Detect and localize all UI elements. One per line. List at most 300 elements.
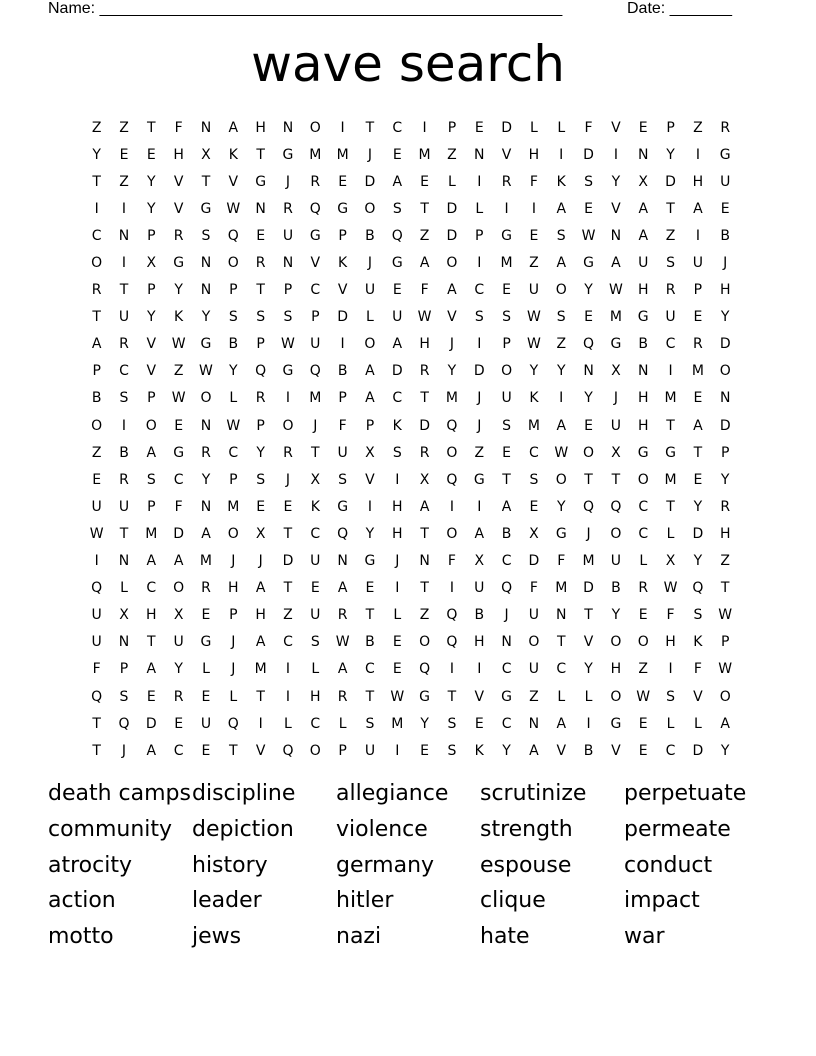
- grid-letter: T: [584, 471, 593, 488]
- grid-letter: B: [474, 607, 485, 624]
- grid-letter: S: [228, 309, 238, 326]
- grid-letter: B: [365, 227, 375, 244]
- grid-letter: U: [364, 742, 376, 759]
- grid-letter: C: [228, 444, 239, 461]
- grid-letter: I: [395, 580, 400, 597]
- grid-letter: T: [666, 200, 675, 217]
- grid-letter: U: [528, 661, 540, 678]
- grid-letter: N: [337, 553, 348, 570]
- grid-letter: N: [200, 417, 212, 434]
- grid-letter: L: [366, 309, 374, 326]
- grid-letter: E: [638, 742, 648, 759]
- grid-letter: I: [285, 390, 291, 407]
- grid-letter: W: [718, 661, 733, 678]
- date-field-label: Date: _______: [627, 0, 732, 17]
- grid-letter: G: [610, 715, 622, 732]
- grid-letter: M: [582, 553, 595, 570]
- grid-row: [83, 602, 739, 629]
- grid-letter: K: [556, 173, 566, 190]
- grid-letter: E: [584, 417, 593, 434]
- grid-letter: S: [556, 309, 566, 326]
- grid-row: [83, 249, 739, 276]
- grid-letter: T: [92, 173, 101, 190]
- grid-letter: C: [665, 742, 676, 759]
- word-list-item: community: [48, 816, 173, 842]
- grid-letter: P: [147, 227, 156, 244]
- grid-letter: Q: [501, 580, 513, 597]
- grid-letter: C: [173, 742, 184, 759]
- grid-letter: S: [392, 444, 402, 461]
- grid-letter: V: [693, 688, 703, 705]
- grid-letter: V: [365, 471, 375, 488]
- grid-letter: G: [282, 146, 294, 163]
- grid-letter: C: [474, 282, 485, 299]
- grid-row: [83, 439, 739, 466]
- word-list-item: action: [48, 888, 116, 914]
- grid-letter: H: [637, 417, 649, 434]
- grid-letter: B: [583, 742, 594, 759]
- grid-letter: L: [284, 715, 292, 732]
- grid-letter: A: [146, 742, 157, 759]
- grid-letter: Y: [174, 661, 183, 678]
- grid-letter: C: [310, 715, 321, 732]
- grid-letter: L: [311, 661, 320, 678]
- grid-letter: Z: [283, 607, 293, 624]
- grid-letter: U: [91, 607, 102, 624]
- grid-letter: O: [610, 634, 622, 651]
- grid-letter: O: [145, 417, 157, 434]
- grid-letter: J: [231, 553, 236, 570]
- grid-letter: U: [173, 634, 184, 651]
- grid-letter: Y: [201, 471, 211, 488]
- grid-letter: I: [695, 146, 700, 163]
- grid-letter: H: [392, 498, 403, 515]
- grid-letter: A: [556, 715, 567, 732]
- grid-letter: N: [118, 227, 130, 244]
- grid-letter: W: [335, 634, 350, 651]
- grid-letter: E: [174, 715, 184, 732]
- word-list-item: allegiance: [336, 781, 449, 806]
- grid-letter: N: [255, 200, 266, 217]
- grid-letter: T: [119, 525, 129, 542]
- grid-letter: W: [554, 444, 569, 461]
- grid-letter: V: [146, 336, 157, 353]
- grid-letter: G: [200, 634, 212, 651]
- grid-letter: E: [201, 688, 211, 705]
- grid-letter: A: [419, 255, 430, 272]
- grid-letter: N: [200, 498, 212, 515]
- grid-letter: R: [173, 227, 184, 244]
- grid-letter: P: [338, 227, 347, 244]
- grid-letter: K: [474, 742, 484, 759]
- grid-letter: U: [310, 553, 321, 570]
- grid-letter: J: [395, 553, 400, 570]
- grid-letter: V: [501, 146, 512, 163]
- grid-letter: H: [173, 146, 184, 163]
- grid-letter: X: [665, 553, 676, 570]
- grid-letter: L: [229, 390, 238, 407]
- grid-letter: C: [283, 634, 293, 651]
- grid-letter: V: [228, 173, 239, 190]
- grid-letter: G: [364, 553, 376, 570]
- grid-letter: S: [310, 634, 320, 651]
- grid-letter: V: [611, 742, 621, 759]
- grid-letter: X: [255, 525, 266, 542]
- grid-letter: J: [285, 173, 291, 190]
- grid-letter: O: [282, 417, 294, 434]
- grid-letter: L: [475, 200, 484, 217]
- grid-letter: T: [584, 607, 593, 624]
- grid-letter: V: [255, 742, 266, 759]
- grid-letter: U: [528, 607, 540, 624]
- grid-letter: A: [255, 634, 266, 651]
- grid-letter: Y: [556, 363, 566, 380]
- grid-letter: R: [201, 580, 211, 597]
- grid-letter: V: [173, 173, 184, 190]
- word-list-item: germany: [336, 852, 435, 878]
- word-list: [48, 778, 768, 957]
- grid-letter: D: [501, 119, 512, 136]
- word-list-item: atrocity: [48, 852, 132, 878]
- grid-letter: Y: [147, 173, 156, 190]
- grid-letter: I: [285, 661, 291, 678]
- grid-letter: T: [229, 742, 238, 759]
- grid-letter: S: [146, 471, 156, 488]
- grid-letter: D: [364, 173, 376, 190]
- word-list-item: nazi: [336, 924, 382, 949]
- grid-letter: E: [638, 119, 648, 136]
- grid-letter: Z: [419, 227, 430, 244]
- grid-letter: E: [529, 227, 539, 244]
- grid-letter: S: [529, 471, 539, 488]
- grid-letter: N: [200, 255, 212, 272]
- grid-letter: A: [365, 390, 375, 407]
- grid-letter: U: [282, 227, 294, 244]
- grid-letter: T: [92, 715, 101, 732]
- grid-letter: E: [392, 661, 402, 678]
- grid-letter: E: [693, 390, 703, 407]
- grid-letter: Y: [365, 525, 375, 542]
- grid-letter: P: [475, 227, 484, 244]
- grid-letter: F: [584, 119, 593, 136]
- grid-letter: I: [613, 146, 618, 163]
- grid-letter: B: [611, 580, 621, 597]
- grid-letter: Y: [147, 309, 156, 326]
- grid-letter: C: [501, 553, 512, 570]
- grid-letter: X: [201, 146, 211, 163]
- grid-letter: E: [584, 309, 593, 326]
- grid-letter: J: [449, 336, 454, 353]
- grid-letter: P: [338, 742, 347, 759]
- grid-letter: R: [501, 173, 512, 190]
- grid-letter: E: [584, 200, 593, 217]
- grid-letter: U: [118, 498, 130, 515]
- grid-letter: Z: [693, 119, 703, 136]
- word-list-item: permeate: [624, 816, 731, 842]
- grid-letter: Z: [119, 173, 129, 190]
- page-title: wave search: [251, 35, 565, 93]
- word-list-item: hitler: [336, 888, 394, 914]
- grid-letter: E: [310, 580, 320, 597]
- word-list-item: perpetuate: [624, 781, 747, 806]
- grid-letter: W: [199, 363, 213, 380]
- grid-letter: U: [200, 715, 212, 732]
- grid-letter: X: [529, 525, 539, 542]
- grid-letter: M: [254, 661, 267, 678]
- grid-letter: R: [310, 173, 321, 190]
- grid-letter: R: [119, 336, 129, 353]
- grid-letter: R: [720, 498, 731, 515]
- grid-letter: G: [637, 309, 649, 326]
- grid-letter: Y: [556, 498, 566, 515]
- grid-row: [83, 520, 739, 547]
- grid-letter: L: [557, 688, 566, 705]
- grid-letter: C: [556, 661, 567, 678]
- grid-letter: C: [310, 282, 321, 299]
- grid-letter: T: [365, 688, 375, 705]
- grid-letter: H: [255, 119, 266, 136]
- grid-letter: V: [583, 634, 594, 651]
- grid-letter: W: [663, 580, 678, 597]
- grid-letter: Q: [309, 363, 321, 380]
- grid-letter: V: [611, 119, 621, 136]
- grid-letter: C: [173, 471, 184, 488]
- grid-letter: O: [719, 688, 731, 705]
- grid-letter: T: [666, 417, 675, 434]
- grid-letter: E: [474, 119, 484, 136]
- grid-letter: P: [447, 119, 457, 136]
- grid-letter: A: [419, 498, 430, 515]
- grid-letter: X: [310, 471, 321, 488]
- grid-letter: R: [173, 688, 184, 705]
- grid-letter: W: [417, 309, 432, 326]
- word-list-item: discipline: [192, 781, 296, 806]
- grid-letter: D: [583, 146, 594, 163]
- grid-letter: Z: [419, 607, 430, 624]
- grid-letter: E: [720, 200, 730, 217]
- grid-letter: A: [201, 525, 211, 542]
- grid-letter: Y: [611, 607, 621, 624]
- grid-letter: Y: [256, 444, 265, 461]
- grid-letter: C: [638, 498, 649, 515]
- grid-letter: V: [337, 282, 348, 299]
- grid-letter: M: [391, 715, 404, 732]
- grid-letter: O: [555, 282, 567, 299]
- grid-letter: F: [420, 282, 429, 299]
- grid-letter: M: [664, 471, 677, 488]
- grid-letter: P: [502, 336, 511, 353]
- grid-letter: E: [420, 742, 430, 759]
- grid-letter: Y: [693, 553, 703, 570]
- grid-letter: C: [91, 227, 102, 244]
- grid-letter: O: [91, 417, 103, 434]
- grid-letter: U: [610, 553, 622, 570]
- grid-letter: P: [693, 282, 703, 299]
- grid-letter: S: [447, 715, 457, 732]
- grid-letter: M: [145, 525, 158, 542]
- grid-letter: Q: [309, 200, 321, 217]
- grid-letter: Q: [446, 607, 458, 624]
- letter-grid: [83, 114, 739, 764]
- grid-row: [83, 412, 739, 439]
- grid-letter: N: [118, 553, 130, 570]
- grid-letter: A: [447, 282, 457, 299]
- grid-letter: Z: [91, 444, 102, 461]
- grid-letter: O: [173, 580, 185, 597]
- grid-letter: R: [91, 282, 102, 299]
- grid-letter: G: [665, 444, 676, 461]
- grid-letter: N: [719, 390, 731, 407]
- grid-letter: T: [693, 444, 703, 461]
- grid-letter: T: [119, 282, 129, 299]
- grid-letter: G: [200, 200, 212, 217]
- grid-letter: X: [611, 444, 621, 461]
- grid-letter: D: [446, 227, 458, 244]
- grid-letter: D: [391, 363, 403, 380]
- grid-letter: R: [255, 390, 266, 407]
- grid-letter: D: [528, 553, 540, 570]
- grid-letter: K: [529, 390, 539, 407]
- grid-letter: U: [392, 309, 403, 326]
- grid-letter: S: [201, 227, 211, 244]
- grid-letter: F: [174, 498, 183, 515]
- grid-letter: S: [666, 255, 675, 272]
- grid-letter: F: [693, 661, 702, 678]
- grid-letter: D: [692, 525, 704, 542]
- grid-letter: H: [610, 661, 622, 678]
- grid-letter: O: [419, 634, 431, 651]
- grid-row: [83, 195, 739, 222]
- grid-letter: I: [121, 255, 127, 272]
- grid-letter: Q: [446, 634, 458, 651]
- grid-letter: T: [147, 119, 156, 136]
- grid-letter: I: [340, 119, 345, 136]
- grid-letter: F: [174, 119, 183, 136]
- grid-letter: N: [501, 634, 512, 651]
- grid-letter: P: [147, 282, 156, 299]
- grid-letter: I: [531, 200, 536, 217]
- grid-letter: M: [527, 417, 540, 434]
- grid-letter: A: [392, 336, 403, 353]
- grid-letter: M: [609, 309, 622, 326]
- grid-letter: R: [119, 471, 129, 488]
- grid-letter: A: [392, 173, 403, 190]
- grid-letter: G: [282, 363, 294, 380]
- grid-letter: D: [473, 363, 485, 380]
- grid-letter: U: [91, 634, 102, 651]
- grid-letter: I: [668, 661, 673, 678]
- grid-letter: T: [147, 634, 156, 651]
- grid-letter: J: [477, 390, 482, 407]
- grid-letter: R: [201, 444, 211, 461]
- grid-letter: Q: [391, 227, 403, 244]
- grid-letter: D: [719, 336, 731, 353]
- grid-letter: Z: [447, 146, 457, 163]
- grid-letter: S: [693, 607, 703, 624]
- grid-row: [83, 710, 739, 737]
- grid-letter: O: [227, 525, 239, 542]
- grid-letter: X: [474, 553, 485, 570]
- grid-letter: O: [309, 119, 321, 136]
- grid-letter: O: [446, 255, 458, 272]
- grid-letter: U: [610, 417, 622, 434]
- grid-letter: E: [365, 580, 375, 597]
- grid-letter: D: [282, 553, 294, 570]
- grid-letter: Q: [610, 498, 622, 515]
- grid-letter: C: [392, 119, 403, 136]
- grid-letter: S: [365, 715, 375, 732]
- grid-letter: I: [477, 498, 482, 515]
- grid-letter: E: [256, 498, 266, 515]
- word-list-item: clique: [480, 888, 546, 914]
- grid-row: [83, 141, 739, 168]
- grid-letter: W: [718, 607, 733, 624]
- grid-letter: M: [336, 146, 349, 163]
- grid-row: [83, 358, 739, 385]
- grid-letter: L: [202, 661, 210, 678]
- grid-letter: L: [693, 715, 702, 732]
- grid-letter: G: [501, 227, 513, 244]
- grid-letter: H: [255, 607, 266, 624]
- grid-letter: W: [226, 417, 241, 434]
- grid-letter: T: [502, 471, 511, 488]
- grid-letter: B: [119, 444, 129, 461]
- grid-letter: O: [637, 471, 649, 488]
- grid-letter: F: [529, 173, 538, 190]
- grid-letter: I: [395, 471, 400, 488]
- grid-letter: I: [477, 336, 482, 353]
- grid-letter: G: [309, 227, 321, 244]
- grid-letter: O: [637, 634, 649, 651]
- grid-letter: A: [638, 227, 649, 244]
- grid-letter: P: [92, 363, 101, 380]
- grid-letter: A: [228, 119, 239, 136]
- grid-row: [83, 493, 739, 520]
- grid-letter: I: [559, 390, 564, 407]
- grid-letter: I: [121, 417, 127, 434]
- grid-letter: L: [666, 715, 675, 732]
- grid-letter: J: [367, 255, 373, 272]
- grid-letter: T: [365, 119, 375, 136]
- grid-row: [83, 304, 739, 331]
- grid-letter: R: [337, 688, 348, 705]
- grid-letter: H: [473, 634, 485, 651]
- grid-letter: Y: [693, 498, 703, 515]
- grid-letter: K: [174, 309, 184, 326]
- grid-letter: I: [94, 200, 99, 217]
- grid-letter: J: [723, 255, 728, 272]
- word-list-item: violence: [336, 816, 428, 842]
- grid-letter: C: [638, 525, 649, 542]
- grid-letter: U: [310, 607, 321, 624]
- grid-letter: C: [501, 661, 512, 678]
- grid-letter: O: [583, 444, 595, 461]
- grid-letter: M: [500, 255, 513, 272]
- grid-letter: E: [338, 173, 348, 190]
- grid-letter: T: [420, 525, 429, 542]
- grid-letter: S: [502, 417, 512, 434]
- grid-letter: Y: [201, 309, 211, 326]
- grid-letter: U: [665, 309, 676, 326]
- grid-letter: H: [228, 580, 239, 597]
- grid-letter: A: [501, 498, 512, 515]
- grid-letter: P: [256, 336, 265, 353]
- grid-letter: Z: [720, 553, 730, 570]
- grid-letter: I: [586, 715, 591, 732]
- grid-letter: W: [581, 227, 596, 244]
- grid-letter: E: [529, 498, 539, 515]
- grid-letter: M: [555, 580, 568, 597]
